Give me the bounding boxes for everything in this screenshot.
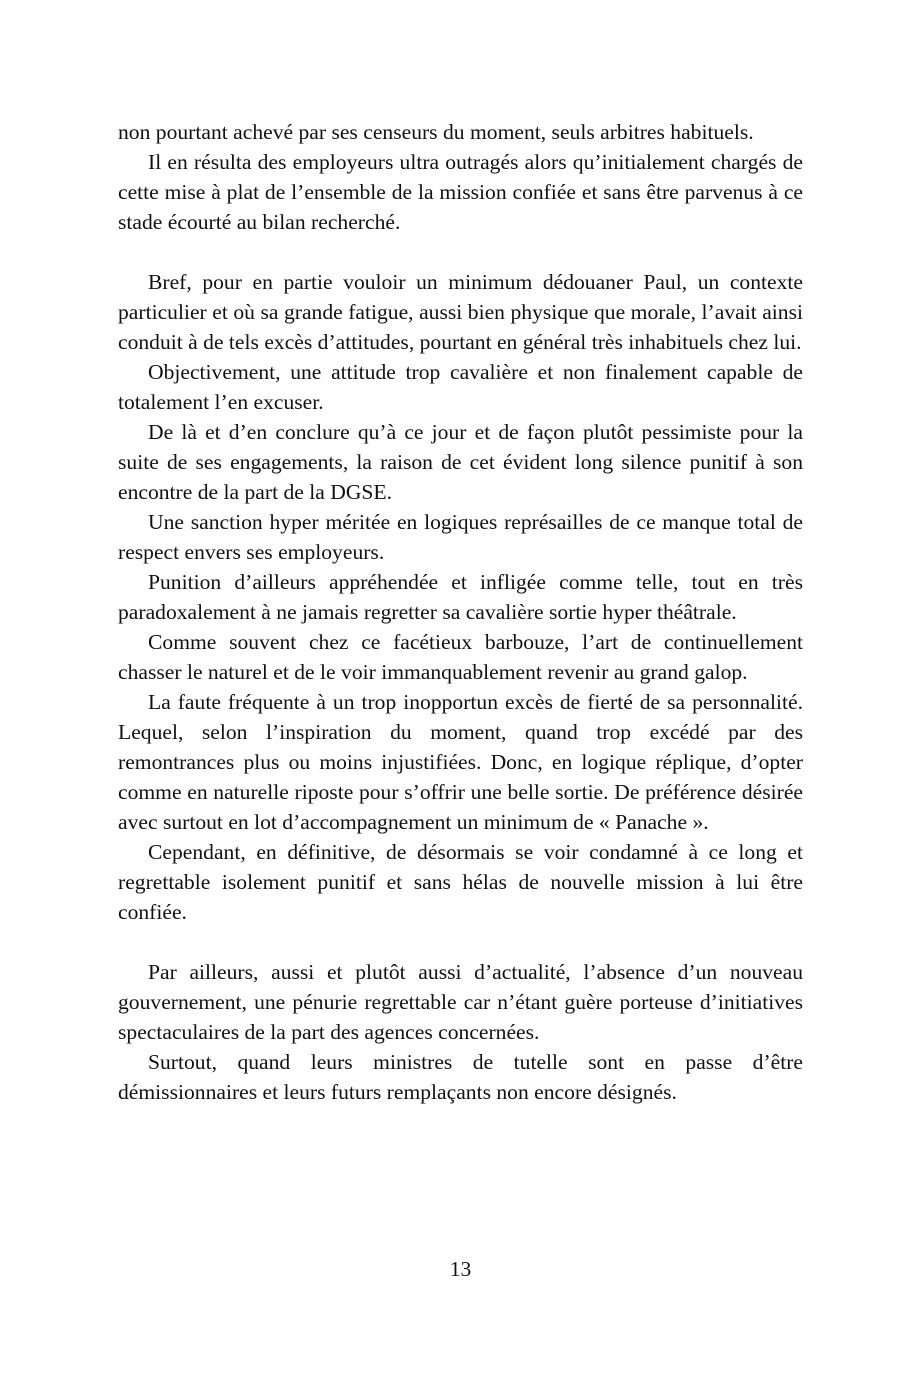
text-block-3: [118, 957, 803, 1107]
paragraph: Comme souvent chez ce facétieux barbouze, l’art de continuellement chasser le naturel et de le voir immanquablement revenir au grand galop.: [118, 630, 803, 684]
paragraph: Cependant, en définitive, de désormais se voir condamné à ce long et regrettable isolement punitif et sans hélas de nouvelle mission à lui être confiée.: [118, 840, 803, 924]
page-number: 13: [449, 1257, 472, 1281]
section-gap: [118, 927, 803, 957]
paragraph: Une sanction hyper méritée en logiques représailles de ce manque total de respect envers ses employeurs.: [118, 510, 803, 564]
text-block-1: [118, 117, 803, 237]
section-gap: [118, 237, 803, 267]
paragraph: Objectivement, une attitude trop cavalière et non finalement capable de totalement l’en excuser.: [118, 360, 803, 414]
paragraph: Bref, pour en partie vouloir un minimum dédouaner Paul, un contexte particulier et où sa grande fatigue, aussi bien physique que morale, l’avait ainsi conduit à de tels excès d’attitudes, pourtant en général très inhabituels chez lui.: [118, 270, 803, 354]
paragraph: De là et d’en conclure qu’à ce jour et de façon plutôt pessimiste pour la suite de ses engagements, la raison de cet évident long silence punitif à son encontre de la part de la DGSE.: [118, 420, 803, 504]
page-body: [118, 117, 803, 1107]
paragraph: Punition d’ailleurs appréhendée et infligée comme telle, tout en très paradoxalement à ne jamais regretter sa cavalière sortie hyper théâtrale.: [118, 570, 803, 624]
paragraph: Par ailleurs, aussi et plutôt aussi d’actualité, l’absence d’un nouveau gouvernement, une pénurie regrettable car n’étant guère porteuse d’initiatives spectaculaires de la part des agences concernées.: [118, 960, 803, 1044]
paragraph: Surtout, quand leurs ministres de tutelle sont en passe d’être démissionnaires et leurs futurs remplaçants non encore désignés.: [118, 1050, 803, 1104]
text-block-2: [118, 267, 803, 927]
paragraph: non pourtant achevé par ses censeurs du moment, seuls arbitres habituels.: [118, 120, 754, 144]
paragraph: Il en résulta des employeurs ultra outragés alors qu’initialement chargés de cette mise à plat de l’ensemble de la mission confiée et sans être parvenus à ce stade écourté au bilan recherché.: [118, 150, 803, 234]
paragraph: La faute fréquente à un trop inopportun excès de fierté de sa personnalité. Lequel, selon l’inspiration du moment, quand trop excédé par des remontrances plus ou moins injustifiées. Donc, en logique réplique, d’opter comme en naturelle riposte pour s’offrir une belle sortie. De préférence désirée avec surtout en lot d’accompagnement un minimum de « Panache ».: [118, 690, 803, 834]
